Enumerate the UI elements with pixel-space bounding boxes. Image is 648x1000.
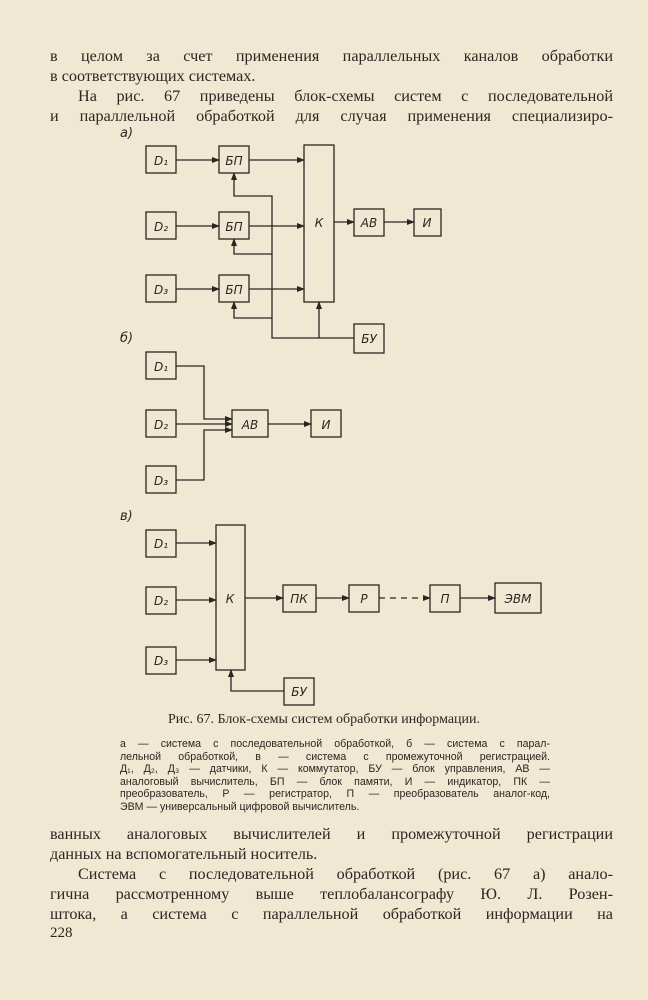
c-sensor-d1-label: D₁ (153, 537, 169, 551)
a-analog-computer-label: АВ (360, 216, 378, 230)
b-analog-computer-label: АВ (241, 418, 259, 432)
figure-legend (120, 738, 550, 813)
text-line: ванных аналоговых вычислителей и промежуточной регистрации (50, 825, 613, 843)
text-line: На рис. 67 приведены блок-схемы систем с последовательной (78, 87, 613, 105)
a-sensor-d1-label: D₁ (153, 154, 169, 168)
text-line: данных на вспомогательный носитель. (50, 845, 318, 863)
c-commutator-label: К (225, 592, 235, 606)
text-line: Система с последовательной обработкой (рис. 67 а) анало- (78, 865, 613, 883)
c-sensor-d3-label: D₃ (153, 654, 169, 668)
text-line: в соответствующих системах. (50, 67, 256, 85)
bottom-text (50, 824, 613, 924)
panel-label-c: в) (120, 509, 133, 524)
a-indicator-label: И (422, 216, 432, 230)
panel-label-a: а) (120, 126, 134, 141)
b-sensor-d3-label: D₃ (153, 474, 169, 488)
b-indicator-label: И (321, 418, 331, 432)
a-memory-label-2: БП (225, 220, 243, 234)
a-sensor-d2-label: D₂ (153, 220, 169, 234)
legend-line: а — система с последовательной обработкой, б — система с парал- (120, 738, 550, 750)
panel-label-b: б) (120, 331, 134, 346)
b-sensor-d1-label: D₁ (153, 360, 169, 374)
legend-line: лельной обработкой, в — система с промежуточной регистрацией. (120, 750, 550, 763)
c-computer-label: ЭВМ (504, 592, 532, 606)
text-line: гична рассмотренному выше теплобалансографу Ю. Л. Розен- (50, 885, 613, 903)
text-line: и параллельной обработкой для случая применения специализиро- (50, 107, 613, 125)
b-sensor-d2-label: D₂ (153, 418, 169, 432)
legend-line: преобразователь, Р — регистратор, П — преобразователь аналог-код, (120, 788, 550, 800)
a-sensor-d3-label: D₃ (153, 283, 169, 297)
c-register-label: Р (360, 592, 368, 606)
c-control-unit-label: БУ (291, 685, 307, 699)
a-commutator-label: К (314, 216, 324, 230)
text-line: штока, а система с параллельной обработкой информации на (50, 905, 613, 923)
legend-line: Д₁, Д₂, Д₃ — датчики, К — коммутатор, БУ — блок управления, АВ — (120, 763, 550, 775)
c-sensor-d2-label: D₂ (153, 594, 169, 608)
legend-line: ЭВМ — универсальный цифровой вычислитель. (120, 800, 360, 813)
a-memory-label-3: БП (225, 283, 243, 297)
page-number: 228 (50, 925, 73, 941)
legend-line: аналоговый вычислитель, БП — блок памяти, И — индикатор, ПК — (120, 775, 550, 788)
c-converter-p-label: П (440, 592, 450, 606)
a-control-unit-label: БУ (361, 332, 377, 346)
figure-caption: Рис. 67. Блок-схемы систем обработки информации. (167, 712, 481, 727)
a-memory-label-1: БП (225, 154, 243, 168)
text-line: в целом за счет применения параллельных каналов обработки (50, 47, 613, 65)
c-converter-pk-label: ПК (290, 592, 308, 606)
